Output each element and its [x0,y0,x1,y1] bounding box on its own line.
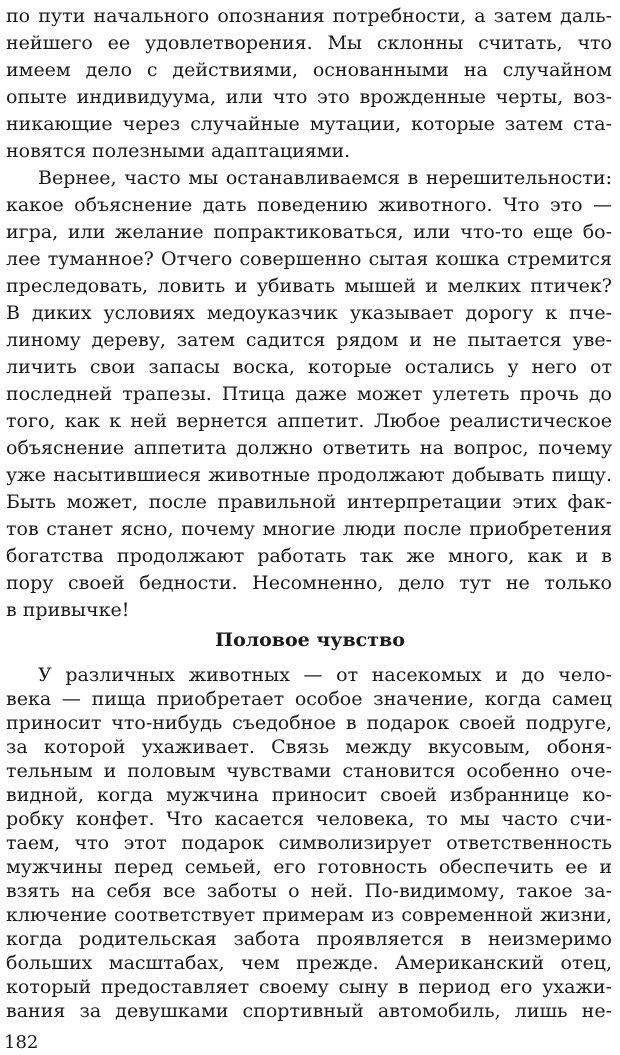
text-line: уже насытившиеся животные продолжают добывать пищу. [6,464,612,486]
text-line: пору своей бедности. Несомненно, дело тут не только [6,572,612,594]
text-line: преследовать, ловить и убивать мышей и мелких птичек? [6,275,612,297]
text-line: богатства продолжают работать так же много, как и в [6,545,612,567]
text-line: тов станет ясно, почему многие люди после приобретения [6,518,612,540]
text-line: личить свои запасы воска, которые остались у него от [6,356,612,378]
text-line: новятся полезными адаптациями. [6,140,351,162]
text-line: имеем дело с действиями, основанными на случайном [6,59,612,81]
text-line: Быть может, после правильной интерпретации этих фак- [6,491,612,513]
text-line: больших масштабах, чем прежде. Американский отец, [6,952,612,974]
text-line: игра, или желание попрактиковаться, или что-то еще бо- [6,221,612,243]
text-line: объяснение аппетита должно ответить на вопрос, почему [6,437,612,459]
page-number: 182 [4,1032,39,1053]
text-line: какое объяснение дать поведению животного. Что это — [6,194,612,216]
text-line: мужчины перед семьей, его готовность обеспечить ее и [6,856,612,878]
text-line: тельным и половым чувствами становится особенно оче- [6,760,612,782]
text-line: последней трапезы. Птица даже может улететь прочь до [6,383,612,405]
text-line: по пути начального опознания потребности, а затем даль- [6,5,612,27]
text-line: никающие через случайные мутации, которые затем ста- [6,113,612,135]
text-line: когда родительская забота проявляется в неизмеримо [6,928,612,950]
section-heading: Половое чувство [215,629,405,651]
text-line: видной, когда мужчина приносит своей избраннице ко- [6,784,612,806]
text-line: робку конфет. Что касается человека, то мы часто счи- [6,808,612,830]
text-line: в привычке! [6,599,130,621]
text-line: линому дереву, затем садится рядом и не пытается уве- [6,329,612,351]
text-line: вания за девушками спортивный автомобиль, лишь не- [6,1000,612,1022]
text-line: У различных животных — от насекомых и до чело- [38,664,612,686]
text-line: Вернее, часто мы останавливаемся в нерешительности: [38,167,612,189]
text-line: ключение соответствует примерам из современной жизни, [6,904,612,926]
text-line: лее туманное? Отчего совершенно сытая кошка стремится [6,248,612,270]
text-line: того, как к ней вернется аппетит. Любое реалистическое [6,410,612,432]
text-line: который предоставляет своему сыну в период его ухажи- [6,976,612,998]
text-line: за которой ухаживает. Связь между вкусовым, обоня- [6,736,612,758]
text-line: таем, что этот подарок символизирует ответственность [6,832,612,854]
text-line: взять на себя все заботы о ней. По-видимому, такое за- [6,880,612,902]
text-line: нейшего ее удовлетворения. Мы склонны считать, что [6,32,612,54]
text-line: века — пища приобретает особое значение, когда самец [6,688,612,710]
text-line: В диких условиях медоуказчик указывает дорогу к пче- [6,302,612,324]
text-line: опыте индивидуума, или что это врожденные черты, воз- [6,86,612,108]
text-line: приносит что-нибудь съедобное в подарок своей подруге, [6,712,612,734]
